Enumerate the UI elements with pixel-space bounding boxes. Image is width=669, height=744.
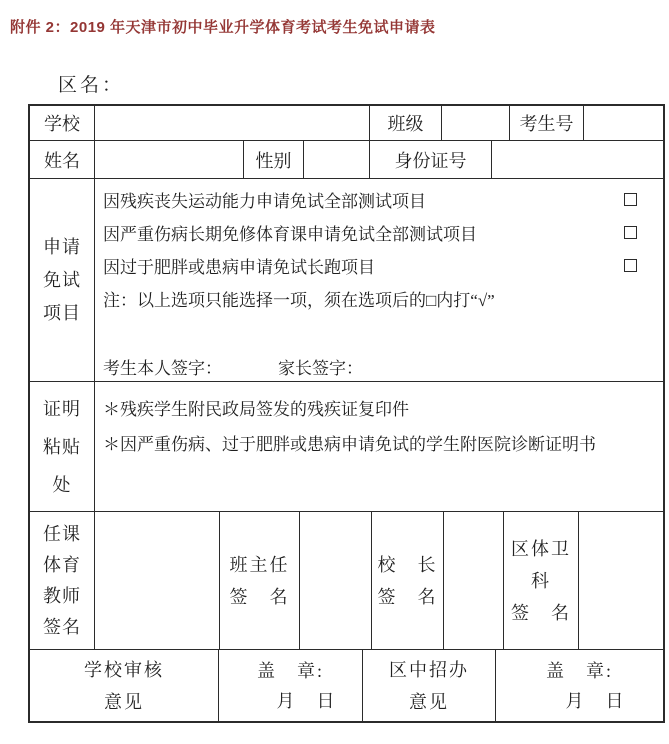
name-field[interactable]	[95, 141, 244, 178]
proof-item: ＊残疾学生附民政局签发的残疾证复印件	[103, 400, 409, 419]
exemption-option-text: 因残疾丧失运动能力申请免试全部测试项目	[103, 192, 426, 211]
exemption-option-text: 因严重伤病长期免修体育课申请免试全部测试项目	[103, 225, 477, 244]
school-field[interactable]	[95, 106, 370, 140]
gender-field[interactable]	[304, 141, 370, 178]
row-exemption-items	[30, 179, 663, 382]
parent-signature-label: 家长签字：	[278, 358, 363, 378]
school-label: 学校	[30, 106, 95, 140]
exemption-option-row	[103, 249, 663, 282]
exemption-option-row	[103, 183, 663, 216]
district-stamp-cell[interactable]: 盖 章: 月 日	[545, 660, 626, 711]
exemption-checkbox-disability[interactable]	[624, 193, 637, 206]
row-signatures	[30, 512, 663, 650]
row-name	[30, 141, 663, 179]
exemption-application-form	[28, 104, 665, 723]
proof-item: ＊因严重伤病、过于肥胖或患病申请免试的学生附医院诊断证明书	[103, 435, 596, 454]
exemption-option-text: 因过于肥胖或患病申请免试长跑项目	[103, 258, 375, 277]
candidate-no-field[interactable]	[584, 106, 663, 140]
signature-line	[103, 351, 663, 381]
row-review	[30, 650, 663, 721]
exemption-note: 注：以上选项只能选择一项，须在选项后的□内打“√”	[103, 291, 495, 310]
district-health-signature-field[interactable]	[579, 512, 663, 649]
proof-content	[95, 382, 663, 511]
pe-teacher-label: 任课 体育 教师 签名	[30, 512, 95, 649]
school-stamp-cell[interactable]: 盖 章: 月 日	[219, 650, 363, 721]
exemption-section-label: 申请 免试 项目	[30, 179, 95, 381]
proof-section-label: 证明 粘贴 处	[30, 382, 95, 511]
gender-label: 性别	[244, 141, 304, 178]
school-review-label: 学校审核 意见	[30, 650, 219, 721]
principal-label: 校 长 签 名	[372, 512, 444, 649]
row-proof	[30, 382, 663, 512]
exemption-content	[95, 179, 663, 381]
class-label: 班级	[370, 106, 442, 140]
page-title: 附件 2：2019 年天津市初中毕业升学体育考试考生免试申请表	[10, 19, 436, 36]
principal-signature-field[interactable]	[444, 512, 504, 649]
district-office-label: 区中招办 意见	[363, 650, 496, 721]
id-number-label: 身份证号	[370, 141, 492, 178]
head-teacher-signature-field[interactable]	[300, 512, 372, 649]
pe-teacher-signature-field[interactable]	[95, 512, 220, 649]
id-number-field[interactable]	[492, 141, 663, 178]
candidate-signature-label: 考生本人签字：	[103, 358, 222, 378]
exemption-checkbox-injury[interactable]	[624, 226, 637, 239]
exemption-checkbox-obesity[interactable]	[624, 259, 637, 272]
row-school	[30, 106, 663, 141]
district-name-label: 区名：	[58, 75, 125, 96]
name-label: 姓名	[30, 141, 95, 178]
head-teacher-label: 班主任 签 名	[220, 512, 300, 649]
district-health-section-label: 区体卫 科 签 名	[504, 512, 579, 649]
exemption-option-row	[103, 216, 663, 249]
class-field[interactable]	[442, 106, 510, 140]
candidate-no-label: 考生号	[510, 106, 584, 140]
